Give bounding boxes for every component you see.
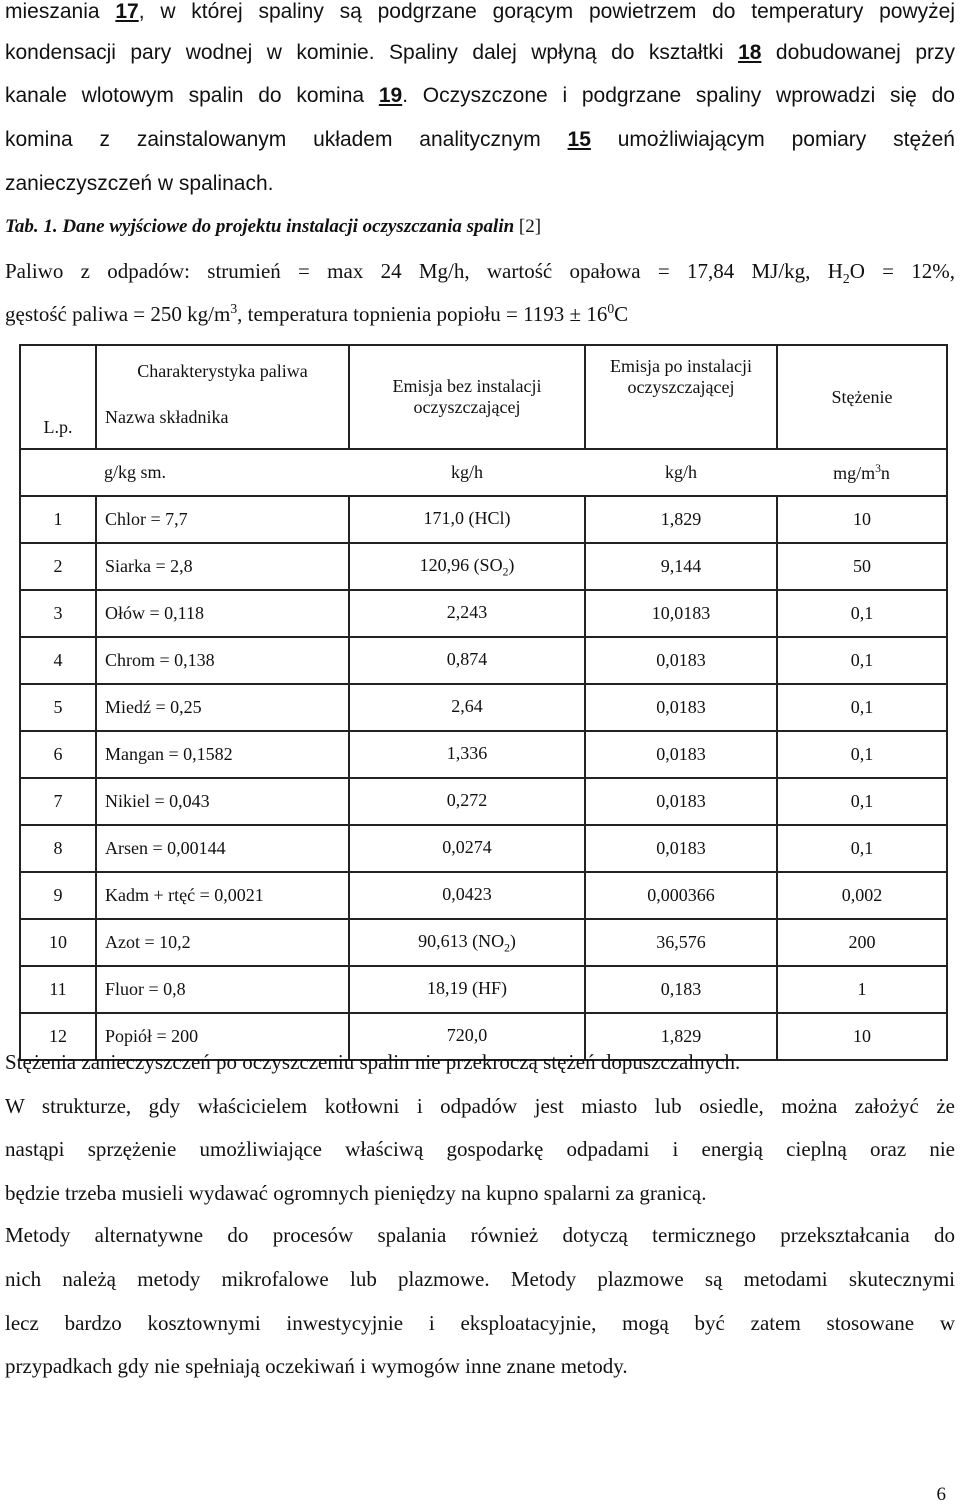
intro-line-2: kondensacji pary wodnej w kominie. Spaliny dalej wpłyną do kształtki 18 dobudowanej przy [5,41,955,64]
row-lp: 6 [20,731,96,778]
row-lp: 8 [20,825,96,872]
conclusion-sentence: Stężenia zanieczyszczeń po oczyszczeniu spalin nie przekroczą stężeń dopuszczalnych. [5,1050,741,1074]
para2-line-1: W strukturze, gdy właścicielem kotłowni i odpadów jest miasto lub osiedle, można założyć że [5,1094,955,1118]
header-emisja-po: Emisja po instalacji oczyszczającej [585,345,777,449]
row-emission-before: 2,243 [349,590,585,637]
intro-line-3: kanale wlotowym spalin do komina 19. Oczyszczone i podgrzane spaliny wprowadzi się do [5,84,955,107]
para3-line-2: nich należą metody mikrofalowe lub plazmowe. Metody plazmowe są metodami skutecznymi [5,1267,955,1291]
row-concentration: 10 [777,496,947,543]
row-emission-before: 171,0 (HCl) [349,496,585,543]
row-emission-before: 120,96 $(SO_2)$ [349,543,585,590]
row-component: Nikiel = 0,043 [96,778,349,825]
para2-line-3: będzie trzeba musieli wydawać ogromnych pieniędzy na kupno spalarni za granicą. [5,1181,707,1205]
row-component: Kadm + rtęć = 0,0021 [96,872,349,919]
row-lp: 3 [20,590,96,637]
row-emission-after: 0,183 [585,966,777,1013]
row-emission-after: 0,0183 [585,825,777,872]
row-emission-after: 1,829 [585,496,777,543]
para3-line-3: lecz bardzo kosztownymi inwestycyjnie i eksploatacyjnie, mogą być zatem stosowane w [5,1311,955,1335]
table-row [20,825,947,872]
header-char-bottom: Nazwa składnika [105,407,229,427]
row-emission-after: 0,0183 [585,778,777,825]
header-stezenie: Stężenie [777,345,947,449]
table-row [20,778,947,825]
ref-15: 15 [567,128,591,151]
ref-17: 17 [115,0,139,23]
row-emission-after: 0,000366 [585,872,777,919]
page-number: 6 [936,1484,946,1505]
row-concentration: 0,1 [777,731,947,778]
row-emission-before: 1,336 [349,731,585,778]
table-row [20,543,947,590]
header-lp: L.p. [20,345,96,449]
row-concentration: 50 [777,543,947,590]
row-component: Popiół = 200 [96,1013,349,1060]
units-stezenie: $mg/m^3n$ [777,449,947,496]
header-charakterystyka [96,345,349,449]
row-lp: 7 [20,778,96,825]
row-concentration: 10 [777,1013,947,1060]
para3-line-1: Metody alternatywne do procesów spalania również dotyczą termicznego przekształcania do [5,1223,955,1247]
row-component: Chrom = 0,138 [96,637,349,684]
row-lp: 10 [20,919,96,966]
row-emission-after: 9,144 [585,543,777,590]
table-header-row [20,345,947,449]
table-units-row [20,449,947,496]
units-lp-empty [20,449,96,496]
row-lp: 2 [20,543,96,590]
row-lp: 11 [20,966,96,1013]
row-component: Arsen = 0,00144 [96,825,349,872]
row-lp: 12 [20,1013,96,1060]
row-concentration: 0,002 [777,872,947,919]
row-concentration: 200 [777,919,947,966]
row-emission-after: 36,576 [585,919,777,966]
emission-table [19,344,948,1061]
row-emission-before: 0,874 [349,637,585,684]
table-row [20,637,947,684]
row-emission-before: 720,0 [349,1013,585,1060]
row-lp: 9 [20,872,96,919]
intro-line-4: komina z zainstalowanym układem analitycznym 15 umożliwiającym pomiary stężeń [5,128,955,151]
row-emission-before: 18,19 (HF) [349,966,585,1013]
ref-19: 19 [378,84,403,107]
row-lp: 4 [20,637,96,684]
table-caption: Tab. 1. Dane wyjściowe do projektu instalacji oczyszczania spalin [2] [5,216,542,237]
row-emission-before: 0,0423 [349,872,585,919]
row-concentration: 1 [777,966,947,1013]
units-char: g/kg sm. [104,462,167,482]
row-component: Azot = 10,2 [96,919,349,966]
header-emisja-bez: Emisja bez instalacji oczyszczającej [349,345,585,449]
row-component: Siarka = 2,8 [96,543,349,590]
row-component: Chlor = 7,7 [96,496,349,543]
table-row [20,684,947,731]
row-component: Ołów = 0,118 [96,590,349,637]
row-concentration: 0,1 [777,778,947,825]
row-lp: 5 [20,684,96,731]
row-emission-after: 0,0183 [585,684,777,731]
row-emission-before: 0,0274 [349,825,585,872]
row-concentration: 0,1 [777,684,947,731]
units-emisja-po: kg/h [664,462,697,482]
table-row [20,590,947,637]
para2-line-2: nastąpi sprzężenie umożliwiające właściwą gospodarkę odpadami i energią cieplną oraz nie [5,1137,955,1161]
units-emisja-bez: kg/h [450,462,483,482]
fuel-line-2: gęstość paliwa = 250 $kg/m^3$, temperatura topnienia popiołu = $1193 \pm 16^0C$ [5,301,629,326]
header-char-top: Charakterystyka paliwa [137,361,308,381]
table-row [20,966,947,1013]
row-emission-before: 2,64 [349,684,585,731]
table-row [20,872,947,919]
row-concentration: 0,1 [777,825,947,872]
row-concentration: 0,1 [777,590,947,637]
para3-line-4: przypadkach gdy nie spełniają oczekiwań i wymogów inne znane metody. [5,1354,628,1378]
intro-line-5: zanieczyszczeń w spalinach. [5,172,274,195]
row-component: Mangan = 0,1582 [96,731,349,778]
row-component: Fluor = 0,8 [96,966,349,1013]
intro-line-1: mieszania 17, w której spaliny są podgrzane gorącym powietrzem do temperatury powyżej [5,0,955,23]
row-concentration: 0,1 [777,637,947,684]
row-emission-before: 90,613 $(NO_2)$ [349,919,585,966]
row-lp: 1 [20,496,96,543]
row-emission-after: 1,829 [585,1013,777,1060]
fuel-line-1: Paliwo z odpadów: strumień = max 24 Mg/h, wartość opałowa = 17,84 MJ/kg, $H_2O = 12\%$, [5,259,955,287]
row-emission-after: 0,0183 [585,637,777,684]
row-emission-before: 0,272 [349,778,585,825]
row-component: Miedź = 0,25 [96,684,349,731]
table-row [20,919,947,966]
ref-18: 18 [738,41,762,64]
table-row [20,496,947,543]
table-row [20,731,947,778]
row-emission-after: 0,0183 [585,731,777,778]
row-emission-after: 10,0183 [585,590,777,637]
caption-reference: [2] [518,216,542,237]
